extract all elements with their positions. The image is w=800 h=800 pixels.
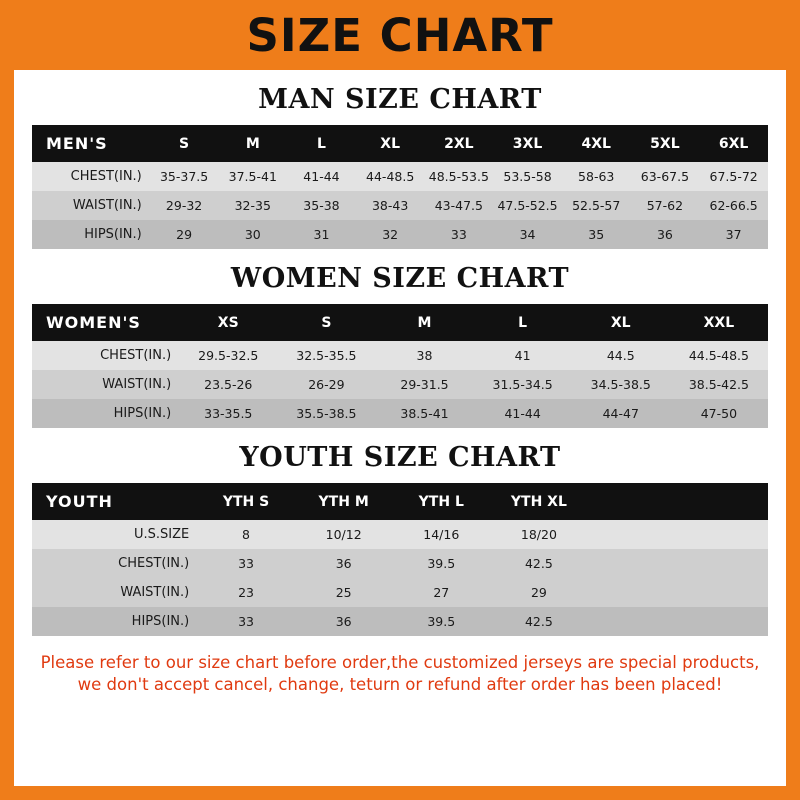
column-header: 6XL <box>699 125 768 162</box>
cell: 48.5-53.5 <box>425 162 494 191</box>
page-title: SIZE CHART <box>246 8 554 62</box>
table-row <box>32 549 768 578</box>
cell: 34.5-38.5 <box>572 370 670 399</box>
table-header-row <box>32 483 768 520</box>
table-header-row <box>32 125 768 162</box>
cell: 29-31.5 <box>375 370 473 399</box>
footer-line-1: Please refer to our size chart before order,the customized jerseys are special products, <box>40 653 760 672</box>
cell: 44-48.5 <box>356 162 425 191</box>
cell: 44.5 <box>572 341 670 370</box>
cell: 57-62 <box>631 191 700 220</box>
table-row <box>32 578 768 607</box>
table-row <box>32 370 768 399</box>
cell: 47.5-52.5 <box>493 191 562 220</box>
women-size-table <box>32 304 768 428</box>
cell: 41-44 <box>287 162 356 191</box>
table-row <box>32 399 768 428</box>
row-label: CHEST(IN.) <box>32 341 179 370</box>
cell: 25 <box>295 578 393 607</box>
cell: 38-43 <box>356 191 425 220</box>
content-area <box>14 84 786 697</box>
women-section-title: WOMEN SIZE CHART <box>230 263 570 294</box>
column-header: YTH S <box>197 483 295 520</box>
cell: 29 <box>150 220 219 249</box>
column-header: YTH XL <box>490 483 588 520</box>
cell: 23.5-26 <box>179 370 277 399</box>
men-size-table <box>32 125 768 249</box>
row-label: HIPS(IN.) <box>32 607 197 636</box>
cell-empty <box>588 549 768 578</box>
table-row <box>32 520 768 549</box>
men-header-label: MEN'S <box>32 125 150 162</box>
cell: 41-44 <box>474 399 572 428</box>
cell: 42.5 <box>490 607 588 636</box>
column-header: L <box>474 304 572 341</box>
cell: 29 <box>490 578 588 607</box>
row-label: CHEST(IN.) <box>32 549 197 578</box>
cell: 33 <box>197 549 295 578</box>
cell: 32 <box>356 220 425 249</box>
row-label: HIPS(IN.) <box>32 399 179 428</box>
column-header: 5XL <box>631 125 700 162</box>
cell: 38 <box>375 341 473 370</box>
column-header: XL <box>356 125 425 162</box>
cell: 47-50 <box>670 399 768 428</box>
cell: 36 <box>295 607 393 636</box>
table-row <box>32 607 768 636</box>
cell: 10/12 <box>295 520 393 549</box>
row-label: U.S.SIZE <box>32 520 197 549</box>
column-header: M <box>375 304 473 341</box>
cell: 33 <box>197 607 295 636</box>
row-label: HIPS(IN.) <box>32 220 150 249</box>
footer-line-2: we don't accept cancel, change, teturn or refund after order has been placed! <box>77 675 723 695</box>
column-header: 4XL <box>562 125 631 162</box>
column-header-empty <box>588 483 768 520</box>
row-label: WAIST(IN.) <box>32 191 150 220</box>
cell: 36 <box>295 549 393 578</box>
cell: 31.5-34.5 <box>474 370 572 399</box>
column-header: XL <box>572 304 670 341</box>
column-header: 3XL <box>493 125 562 162</box>
cell: 52.5-57 <box>562 191 631 220</box>
footer-note <box>32 652 768 697</box>
cell: 38.5-41 <box>375 399 473 428</box>
cell: 8 <box>197 520 295 549</box>
table-row <box>32 341 768 370</box>
cell: 31 <box>287 220 356 249</box>
table-row <box>32 162 768 191</box>
column-header: 2XL <box>425 125 494 162</box>
cell-empty <box>588 607 768 636</box>
cell: 26-29 <box>277 370 375 399</box>
men-section-title: MAN SIZE CHART <box>258 84 542 115</box>
cell: 27 <box>392 578 490 607</box>
cell: 32-35 <box>218 191 287 220</box>
cell: 53.5-58 <box>493 162 562 191</box>
cell: 63-67.5 <box>631 162 700 191</box>
cell: 35 <box>562 220 631 249</box>
column-header: XS <box>179 304 277 341</box>
cell: 14/16 <box>392 520 490 549</box>
cell-empty <box>588 520 768 549</box>
table-row <box>32 220 768 249</box>
cell: 41 <box>474 341 572 370</box>
cell: 42.5 <box>490 549 588 578</box>
cell-empty <box>588 578 768 607</box>
cell: 35-37.5 <box>150 162 219 191</box>
column-header: YTH M <box>295 483 393 520</box>
column-header: S <box>150 125 219 162</box>
cell: 44.5-48.5 <box>670 341 768 370</box>
cell: 62-66.5 <box>699 191 768 220</box>
cell: 32.5-35.5 <box>277 341 375 370</box>
cell: 39.5 <box>392 607 490 636</box>
column-header: S <box>277 304 375 341</box>
column-header: M <box>218 125 287 162</box>
column-header: YTH L <box>392 483 490 520</box>
cell: 29.5-32.5 <box>179 341 277 370</box>
cell: 33-35.5 <box>179 399 277 428</box>
cell: 33 <box>425 220 494 249</box>
youth-size-table <box>32 483 768 636</box>
cell: 39.5 <box>392 549 490 578</box>
column-header: L <box>287 125 356 162</box>
cell: 37 <box>699 220 768 249</box>
women-header-label: WOMEN'S <box>32 304 179 341</box>
cell: 30 <box>218 220 287 249</box>
column-header: XXL <box>670 304 768 341</box>
table-row <box>32 191 768 220</box>
table-header-row <box>32 304 768 341</box>
cell: 35-38 <box>287 191 356 220</box>
cell: 44-47 <box>572 399 670 428</box>
cell: 43-47.5 <box>425 191 494 220</box>
cell: 35.5-38.5 <box>277 399 375 428</box>
youth-section-title: YOUTH SIZE CHART <box>239 442 561 473</box>
cell: 67.5-72 <box>699 162 768 191</box>
cell: 34 <box>493 220 562 249</box>
youth-header-label: YOUTH <box>32 483 197 520</box>
row-label: CHEST(IN.) <box>32 162 150 191</box>
cell: 23 <box>197 578 295 607</box>
row-label: WAIST(IN.) <box>32 578 197 607</box>
row-label: WAIST(IN.) <box>32 370 179 399</box>
cell: 37.5-41 <box>218 162 287 191</box>
cell: 18/20 <box>490 520 588 549</box>
cell: 58-63 <box>562 162 631 191</box>
cell: 36 <box>631 220 700 249</box>
header-band <box>0 0 800 70</box>
cell: 29-32 <box>150 191 219 220</box>
cell: 38.5-42.5 <box>670 370 768 399</box>
